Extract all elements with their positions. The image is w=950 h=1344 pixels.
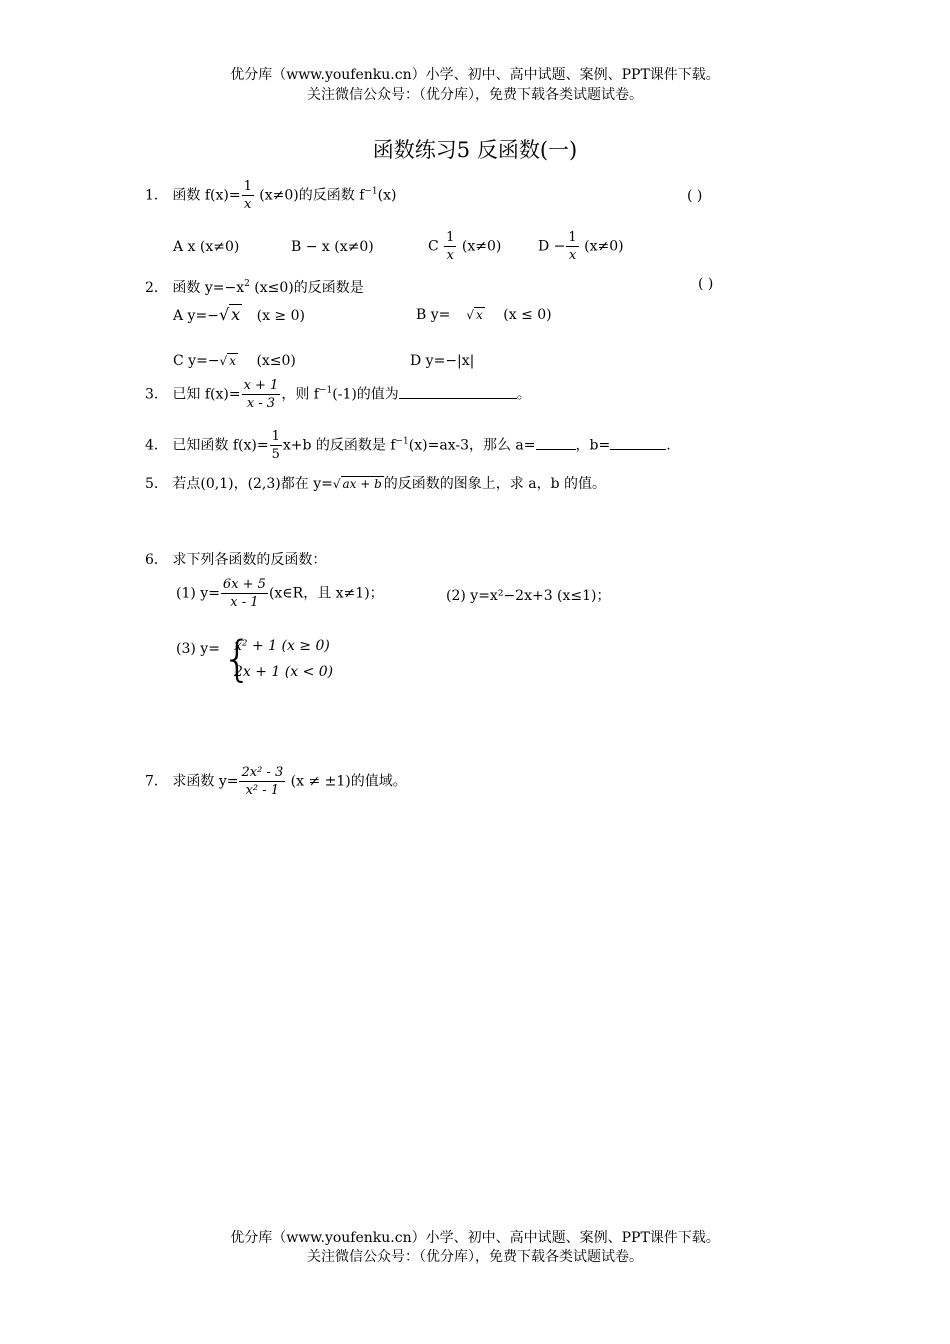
option-condition: (x ≤ 0) xyxy=(503,307,552,323)
page-title: 函数练习5 反函数(一) xyxy=(372,138,578,162)
option-c xyxy=(428,229,501,264)
superscript: −1 xyxy=(318,385,333,396)
question-text: 的反函数的图象上，求 a，b 的值。 xyxy=(383,476,607,492)
piecewise-function xyxy=(222,631,362,687)
option-label: B y= xyxy=(416,307,451,323)
question-text: x+b 的反函数是 f xyxy=(282,437,396,454)
fraction xyxy=(221,576,268,611)
radicand: x xyxy=(231,305,241,324)
fraction-numerator: 6x + 5 xyxy=(222,577,266,592)
answer-paren: ( ) xyxy=(698,276,714,292)
fraction-numerator: 1 xyxy=(271,429,280,444)
sqrt-expression: √ ax + b xyxy=(332,477,382,491)
option-c xyxy=(173,352,296,370)
question-text: (-1)的值为 xyxy=(332,386,399,403)
fraction-denominator: x - 1 xyxy=(230,595,259,610)
question-text: . xyxy=(666,437,671,454)
question-text: 已知 f(x)= xyxy=(172,386,241,403)
question-5 xyxy=(145,475,606,493)
answer-blank[interactable] xyxy=(399,386,517,399)
question-text: 求下列各函数的反函数： xyxy=(172,552,327,568)
header-line-2: 关注微信公众号：（优分库），免费下载各类试题试卷。 xyxy=(307,87,643,103)
piecewise-case-2: 2x + 1 (x < 0) xyxy=(234,664,334,680)
fraction-denominator: x² - 1 xyxy=(245,783,280,798)
fraction-numerator: 1 xyxy=(446,230,455,245)
fraction-numerator: 1 xyxy=(568,230,577,245)
option-label: C xyxy=(428,238,439,255)
question-text: (x≠0)的反函数 f xyxy=(259,187,365,204)
fraction xyxy=(270,428,282,463)
question-2 xyxy=(145,275,364,297)
piecewise-case-1: x² + 1 (x ≥ 0) xyxy=(234,638,330,654)
question-number: 1． xyxy=(145,187,168,204)
answer-blank-b[interactable] xyxy=(610,437,666,450)
footer-line-2: 关注微信公众号：（优分库），免费下载各类试题试卷。 xyxy=(307,1249,643,1265)
fraction-numerator: 1 xyxy=(243,179,252,194)
fraction xyxy=(239,764,285,799)
fraction-denominator: x - 3 xyxy=(246,396,276,411)
fraction xyxy=(444,229,456,264)
radicand: x xyxy=(229,354,236,368)
superscript: 2 xyxy=(244,279,250,289)
option-a xyxy=(173,306,305,325)
option-condition: (x≤0) xyxy=(256,353,296,369)
question-text: (x)=ax-3，那么 a= xyxy=(408,437,536,454)
question-number: 7． xyxy=(145,773,168,790)
option-label: A y=− xyxy=(173,308,219,324)
header-line-1: 优分库（www.youfenku.cn）小学、初中、高中试题、案例、PPT课件下载。 xyxy=(230,67,720,83)
question-text: 求函数 y= xyxy=(172,773,239,790)
question-6 xyxy=(145,551,326,569)
question-6-part-2: (2) y=x²−2x+3 (x≤1)； xyxy=(446,588,611,604)
question-text: 函数 f(x)= xyxy=(172,187,241,204)
question-number: 6． xyxy=(145,552,168,568)
question-1 xyxy=(145,178,397,213)
question-number: 2． xyxy=(145,280,168,296)
superscript: −1 xyxy=(395,436,409,447)
radicand: x xyxy=(476,308,483,322)
sqrt-expression: √ x xyxy=(218,305,241,324)
question-number: 3． xyxy=(145,386,168,403)
question-text: 若点(0,1)，(2,3)都在 y= xyxy=(172,476,333,492)
fraction-denominator: x xyxy=(244,197,252,212)
fraction xyxy=(242,178,254,213)
option-condition: (x ≥ 0) xyxy=(256,308,305,324)
fraction xyxy=(566,229,578,264)
question-text: ，b= xyxy=(575,437,611,454)
fraction-numerator: x + 1 xyxy=(243,378,279,393)
question-3 xyxy=(145,377,531,412)
radicand: ax + b xyxy=(342,477,382,491)
answer-blank-a[interactable] xyxy=(536,437,576,450)
fraction-denominator: x xyxy=(568,248,577,263)
question-text: (x≤0)的反函数是 xyxy=(254,280,364,296)
part-condition: (x∈R，且 x≠1)； xyxy=(268,585,384,602)
question-text: ，则 f xyxy=(281,386,319,403)
option-d xyxy=(538,229,624,264)
footer-line-1: 优分库（www.youfenku.cn）小学、初中、高中试题、案例、PPT课件下载。 xyxy=(230,1230,720,1246)
option-b xyxy=(416,306,552,324)
superscript: −1 xyxy=(364,186,378,197)
fraction-numerator: 2x² - 3 xyxy=(241,765,284,780)
question-number: 4． xyxy=(145,437,168,454)
fraction-denominator: x xyxy=(446,248,454,263)
left-brace-icon: { xyxy=(222,631,253,687)
option-condition: (x≠0) xyxy=(584,238,624,255)
option-b: B − x (x≠0) xyxy=(291,239,374,255)
option-label: C y=− xyxy=(173,353,220,369)
sqrt-expression: √ x xyxy=(219,354,236,368)
question-condition: (x ≠ ±1)的值域。 xyxy=(290,773,407,790)
question-text: 已知函数 f(x)= xyxy=(172,437,269,454)
answer-paren: ( ) xyxy=(687,188,703,204)
question-7 xyxy=(145,764,407,799)
sqrt-expression: √ x xyxy=(466,308,483,322)
question-text: (x) xyxy=(377,187,397,204)
option-label: D − xyxy=(538,238,566,255)
question-text: 函数 y=−x xyxy=(172,280,245,296)
question-6-part-1 xyxy=(176,576,384,611)
option-a: A x (x≠0) xyxy=(173,239,240,255)
fraction-denominator: 5 xyxy=(271,447,280,462)
fraction xyxy=(242,377,281,412)
option-condition: (x≠0) xyxy=(461,238,502,255)
part-label: (1) y= xyxy=(176,585,220,602)
option-d: D y=−|x| xyxy=(410,353,475,369)
question-text: 。 xyxy=(516,386,531,403)
question-6-part-3-label: (3) y= xyxy=(176,641,220,657)
question-number: 5． xyxy=(145,476,168,492)
question-4 xyxy=(145,428,671,463)
